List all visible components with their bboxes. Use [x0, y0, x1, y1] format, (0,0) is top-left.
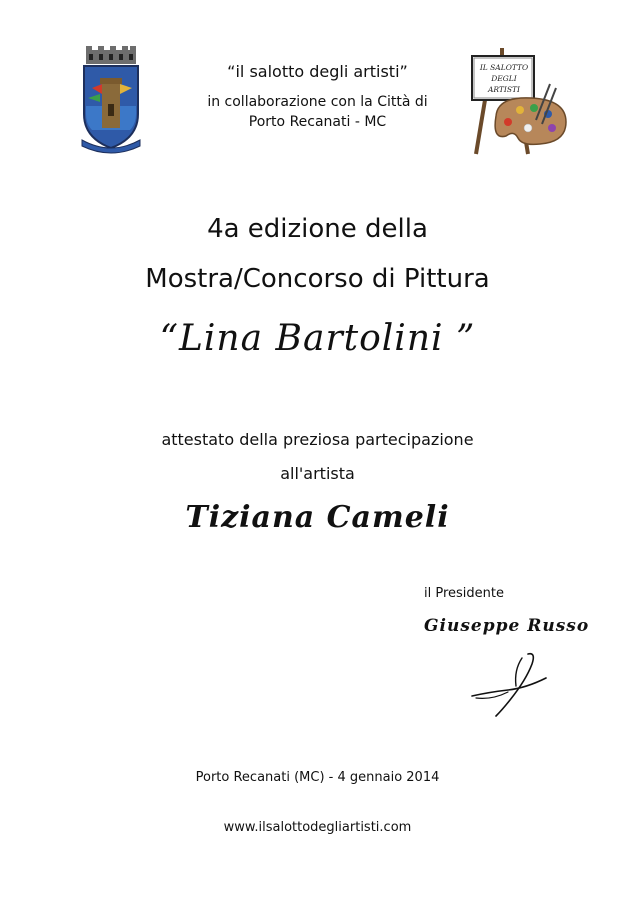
artist-name: Tiziana Cameli: [185, 500, 450, 535]
certificate-line-1: attestato della preziosa partecipazione: [161, 430, 474, 449]
edition-title: 4a edizione della: [207, 214, 428, 244]
collaboration-line-2: Porto Recanati - MC: [248, 114, 387, 130]
president-role: il Presidente: [424, 586, 504, 601]
easel-sign-text: IL SALOTTO DEGLI ARTISTI: [479, 63, 529, 94]
signature-scribble-icon: [466, 650, 550, 722]
president-name: Giuseppe Russo: [424, 616, 590, 636]
collaboration-line-1: in collaborazione con la Città di: [207, 94, 428, 110]
contest-title: Mostra/Concorso di Pittura: [145, 264, 490, 294]
website-link[interactable]: www.ilsalottodegliartisti.com: [223, 820, 412, 835]
place-and-date: Porto Recanati (MC) - 4 gennaio 2014: [195, 770, 440, 785]
dedication-title: “Lina Bartolini ”: [159, 318, 476, 359]
certificate-line-2: all'artista: [280, 464, 355, 483]
handwritten-signature: [466, 650, 550, 722]
organization-name: “il salotto degli artisti”: [227, 62, 408, 81]
